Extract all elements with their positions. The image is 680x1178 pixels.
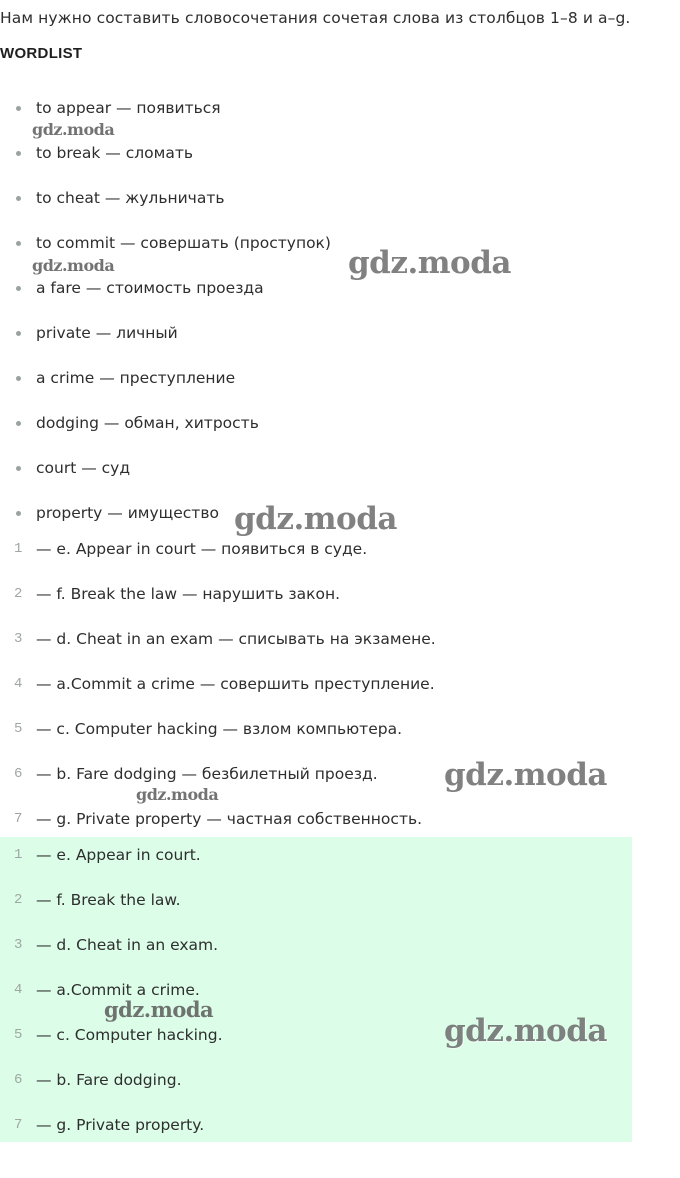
watermark: gdz.moda bbox=[444, 1013, 607, 1049]
item-number: 6 bbox=[14, 1072, 23, 1088]
answer-item bbox=[0, 581, 632, 626]
list-item bbox=[0, 230, 640, 275]
answer-item bbox=[0, 671, 632, 716]
list-item-text: to appear — появиться bbox=[36, 99, 221, 117]
short-answer-text: — c. Computer hacking. bbox=[36, 1026, 223, 1044]
list-item-text: court — суд bbox=[36, 459, 131, 477]
bullet-icon bbox=[16, 331, 21, 336]
item-number: 5 bbox=[14, 721, 23, 737]
short-answer-text: — a.Commit a crime. bbox=[36, 981, 200, 999]
item-number: 7 bbox=[14, 811, 23, 827]
bullet-icon bbox=[16, 106, 21, 111]
answer-text: — f. Break the law — нарушить закон. bbox=[36, 585, 341, 603]
watermark: gdz.moda bbox=[234, 501, 397, 537]
short-answer-item bbox=[0, 1067, 632, 1112]
answer-text: — e. Appear in court — появиться в суде. bbox=[36, 540, 368, 558]
bullet-icon bbox=[16, 421, 21, 426]
list-item bbox=[0, 140, 640, 185]
short-answer-text: — d. Cheat in an exam. bbox=[36, 936, 219, 954]
short-answer-item bbox=[0, 1022, 632, 1067]
bullet-icon bbox=[16, 241, 21, 246]
list-item bbox=[0, 410, 640, 455]
item-number: 1 bbox=[14, 847, 23, 863]
item-number: 3 bbox=[14, 631, 23, 647]
answers-list bbox=[0, 536, 632, 851]
item-number: 3 bbox=[14, 937, 23, 953]
list-item bbox=[0, 455, 640, 500]
bullet-icon bbox=[16, 286, 21, 291]
task-intro: Нам нужно составить словосочетания сочетая слова из столбцов 1–8 и a–g. bbox=[0, 9, 631, 27]
item-number: 2 bbox=[14, 892, 23, 908]
bullet-icon bbox=[16, 151, 21, 156]
answer-text: — g. Private property — частная собственность. bbox=[36, 810, 423, 828]
wordlist-title: WORDLIST bbox=[0, 45, 83, 62]
short-answer-item bbox=[0, 932, 632, 977]
item-number: 5 bbox=[14, 1027, 23, 1043]
watermark: gdz.moda bbox=[348, 245, 511, 281]
list-item-text: private — личный bbox=[36, 324, 178, 342]
list-item-text: to cheat — жульничать bbox=[36, 189, 225, 207]
item-number: 4 bbox=[14, 982, 23, 998]
list-item-text: property — имущество bbox=[36, 504, 219, 522]
short-answer-text: — b. Fare dodging. bbox=[36, 1071, 182, 1089]
list-item bbox=[0, 185, 640, 230]
list-item-text: dodging — обман, хитрость bbox=[36, 414, 259, 432]
bullet-icon bbox=[16, 196, 21, 201]
watermark: gdz.moda bbox=[444, 757, 607, 793]
watermark: gdz.moda bbox=[104, 997, 214, 1022]
short-answer-item bbox=[0, 977, 632, 1022]
list-item-text: to commit — совершать (проступок) bbox=[36, 234, 331, 252]
short-answer-text: — g. Private property. bbox=[36, 1116, 205, 1134]
short-answer-item bbox=[0, 1112, 632, 1157]
list-item bbox=[0, 320, 640, 365]
list-item-text: a crime — преступление bbox=[36, 369, 236, 387]
item-number: 4 bbox=[14, 676, 23, 692]
bullet-icon bbox=[16, 376, 21, 381]
list-item bbox=[0, 275, 640, 320]
item-number: 6 bbox=[14, 766, 23, 782]
item-number: 2 bbox=[14, 586, 23, 602]
short-answer-text: — e. Appear in court. bbox=[36, 846, 201, 864]
wordlist bbox=[0, 95, 640, 545]
list-item-text: to break — сломать bbox=[36, 144, 193, 162]
item-number: 1 bbox=[14, 541, 23, 557]
answer-text: — a.Commit a crime — совершить преступление. bbox=[36, 675, 435, 693]
bullet-icon bbox=[16, 511, 21, 516]
bullet-icon bbox=[16, 466, 21, 471]
answer-item bbox=[0, 536, 632, 581]
item-number: 7 bbox=[14, 1117, 23, 1133]
short-answer-text: — f. Break the law. bbox=[36, 891, 181, 909]
answer-item bbox=[0, 716, 632, 761]
watermark: gdz.moda bbox=[32, 120, 115, 139]
answer-item bbox=[0, 626, 632, 671]
answer-text: — c. Computer hacking — взлом компьютера. bbox=[36, 720, 402, 738]
short-answers-list bbox=[0, 842, 632, 1157]
answer-text: — d. Cheat in an exam — списывать на экзамене. bbox=[36, 630, 436, 648]
list-item bbox=[0, 365, 640, 410]
short-answer-item bbox=[0, 842, 632, 887]
watermark: gdz.moda bbox=[136, 785, 219, 804]
answer-text: — b. Fare dodging — безбилетный проезд. bbox=[36, 765, 378, 783]
list-item-text: a fare — стоимость проезда bbox=[36, 279, 264, 297]
short-answer-item bbox=[0, 887, 632, 932]
watermark: gdz.moda bbox=[32, 256, 115, 275]
answer-item bbox=[0, 761, 632, 806]
list-item bbox=[0, 95, 640, 140]
